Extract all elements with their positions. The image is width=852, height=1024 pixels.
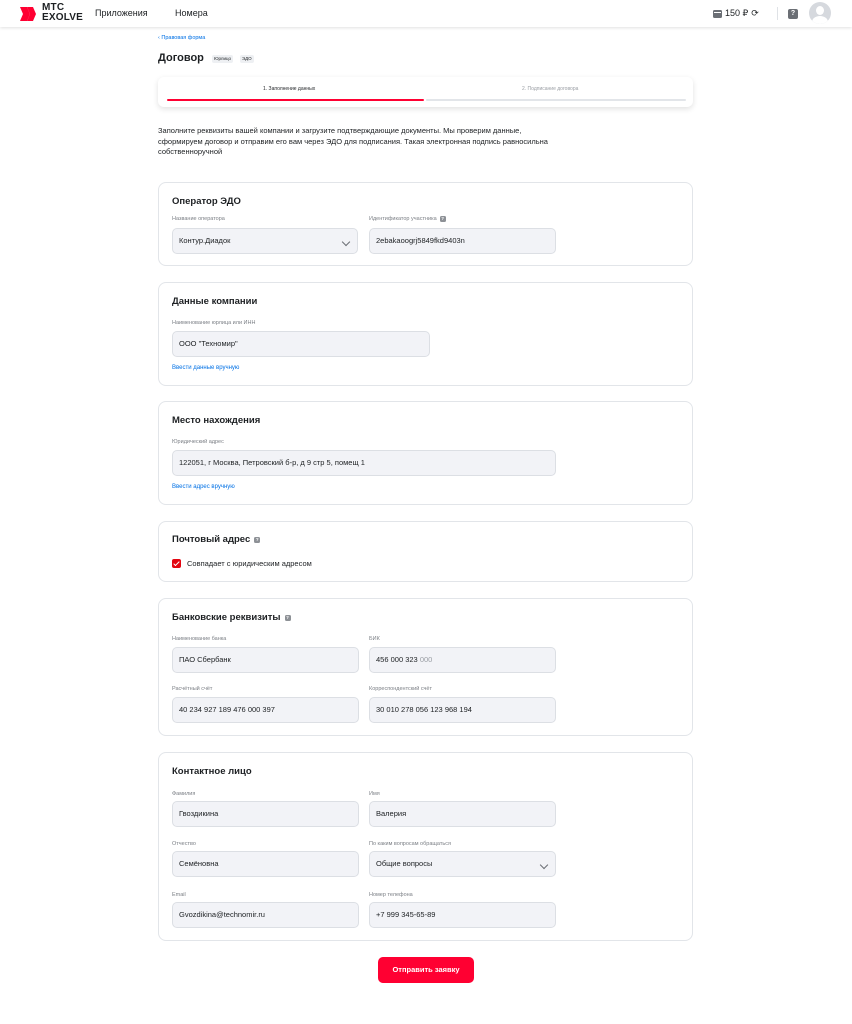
- email-label: Email: [172, 892, 186, 898]
- tag-edo: ЭДО: [242, 56, 252, 61]
- avatar[interactable]: [809, 2, 831, 24]
- chevron-down-icon: [342, 238, 350, 246]
- company-name-label: Наименование юрлица или ИНН: [172, 320, 256, 326]
- card-location: [158, 401, 693, 505]
- operator-label: Название оператора: [172, 216, 225, 222]
- topic-select[interactable]: Общие вопросы: [369, 851, 556, 877]
- balance-value: 150 ₽: [725, 8, 749, 18]
- card-title: Место нахождения: [172, 415, 261, 426]
- bik-input[interactable]: 456 000 323 000: [369, 647, 556, 673]
- surname-input[interactable]: Гвоздикина: [172, 801, 359, 827]
- phone-label: Номер телефона: [369, 892, 413, 898]
- back-link[interactable]: ‹ Правовая форма: [158, 35, 206, 41]
- submit-button[interactable]: Отправить заявку: [378, 957, 474, 983]
- page-title: Договор: [158, 52, 204, 64]
- tag-legal-entity: Юрлицо: [214, 56, 232, 61]
- wallet-icon: [713, 10, 722, 18]
- card-bank-details: [158, 598, 693, 736]
- phone-input[interactable]: +7 999 345-65-89: [369, 902, 556, 928]
- nav-numbers[interactable]: Номера: [175, 8, 208, 18]
- participant-id-label: Идентификатор участника ?: [369, 216, 445, 222]
- operator-select[interactable]: Контур.Диадок: [172, 228, 358, 254]
- card-edo-operator: [158, 182, 693, 266]
- legal-address-input[interactable]: 122051, г Москва, Петровский б-р, д 9 стр 5, помещ 1: [172, 450, 556, 476]
- name-label: Имя: [369, 791, 380, 797]
- same-address-checkbox[interactable]: [172, 559, 181, 568]
- company-name-input[interactable]: ООО "Техномир": [172, 331, 430, 357]
- step-2-progress: [426, 99, 686, 101]
- card-contact-person: [158, 752, 693, 941]
- logo-text[interactable]: МТС EXOLVE: [42, 2, 84, 23]
- enter-company-manually-link[interactable]: Ввести данные вручную: [172, 365, 240, 371]
- help-icon[interactable]: ?: [286, 614, 289, 620]
- bank-name-label: Наименование банка: [172, 636, 227, 642]
- email-input[interactable]: Gvozdikina@technomir.ru: [172, 902, 359, 928]
- step-1-progress: [167, 99, 424, 101]
- name-input[interactable]: Валерия: [369, 801, 556, 827]
- help-icon[interactable]: ?: [255, 536, 259, 542]
- mts-logo-icon[interactable]: [20, 7, 36, 21]
- balance[interactable]: [713, 8, 759, 19]
- card-company: [158, 282, 693, 386]
- stepper: [158, 77, 693, 107]
- divider: [777, 7, 778, 20]
- bik-label: БИК: [369, 636, 380, 642]
- corr-account-input[interactable]: 30 010 278 056 123 968 194: [369, 697, 556, 723]
- help-icon[interactable]: ?: [788, 9, 798, 19]
- bank-name-input[interactable]: ПАО Сбербанк: [172, 647, 359, 673]
- corr-account-label: Корреспондентский счёт: [369, 686, 432, 692]
- intro-text: Заполните реквизиты вашей компании и загрузите подтверждающие документы. Мы проверим данные, сформируем договор и отправим его вам через ЭДО для подписания. Такая электронная подпись равносильна собственноручной: [158, 126, 548, 156]
- chevron-left-icon: ‹: [158, 35, 162, 41]
- step-1[interactable]: 1. Заполнение данных: [263, 86, 316, 92]
- refresh-icon[interactable]: ⟳: [751, 8, 759, 18]
- account-label: Расчётный счёт: [172, 686, 213, 692]
- same-address-label[interactable]: Совпадает с юридическим адресом: [187, 559, 312, 568]
- top-bar: [0, 0, 852, 27]
- card-title: Почтовый адрес ?: [172, 534, 259, 545]
- card-title: Оператор ЭДО: [172, 196, 241, 207]
- card-title: Банковские реквизиты ?: [172, 612, 289, 623]
- legal-address-label: Юридический адрес: [172, 439, 224, 445]
- nav-apps[interactable]: Приложения: [95, 8, 148, 18]
- account-input[interactable]: 40 234 927 189 476 000 397: [172, 697, 359, 723]
- card-title: Контактное лицо: [172, 766, 252, 777]
- card-title: Данные компании: [172, 296, 258, 307]
- patronymic-input[interactable]: Семёновна: [172, 851, 359, 877]
- patronymic-label: Отчество: [172, 841, 196, 847]
- participant-id-input[interactable]: 2ebakaoogrj5849fkd9403n: [369, 228, 556, 254]
- enter-address-manually-link[interactable]: Ввести адрес вручную: [172, 484, 235, 490]
- card-postal-address: [158, 521, 693, 582]
- step-2[interactable]: 2. Подписание договора: [522, 86, 579, 92]
- topic-label: По каким вопросам обращаться: [369, 841, 451, 847]
- chevron-down-icon: [540, 861, 548, 869]
- surname-label: Фамилия: [172, 791, 196, 797]
- help-icon[interactable]: ?: [441, 216, 445, 221]
